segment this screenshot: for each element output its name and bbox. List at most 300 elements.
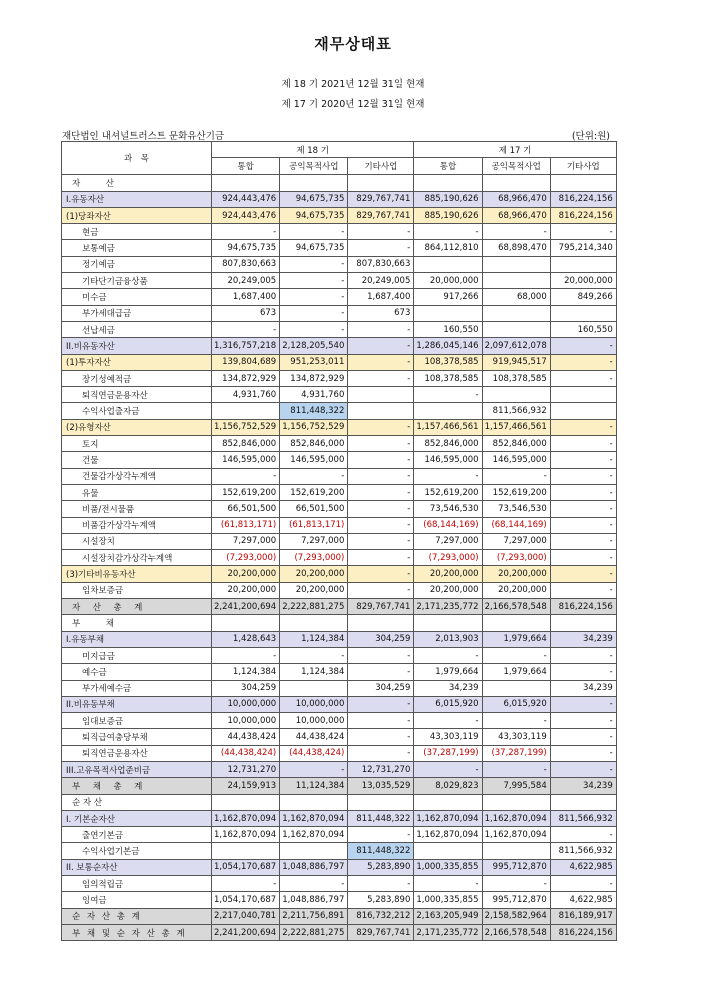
table-row [62, 484, 617, 500]
amount-cell: - [212, 468, 280, 484]
table-row [62, 729, 617, 745]
amount-cell: 1,000,335,855 [414, 892, 482, 908]
table-row [62, 647, 617, 663]
amount-cell: - [550, 876, 616, 892]
table-row [62, 468, 617, 484]
account-label: (1)당좌자산 [62, 207, 212, 223]
col-header: 기타사업 [550, 158, 616, 175]
amount-cell: 10,000,000 [212, 713, 280, 729]
amount-cell: 34,239 [550, 778, 616, 794]
table-row [62, 761, 617, 777]
amount-cell: - [550, 224, 616, 240]
amount-cell: - [348, 436, 414, 452]
amount-cell: 1,054,170,687 [212, 892, 280, 908]
amount-cell: - [348, 876, 414, 892]
amount-cell: - [550, 566, 616, 582]
amount-cell: - [550, 827, 616, 843]
account-label: 유물 [62, 484, 212, 500]
amount-cell: 43,303,119 [414, 729, 482, 745]
amount-cell: 4,931,760 [280, 387, 348, 403]
amount-cell: 885,190,626 [414, 191, 482, 207]
account-header: 과 목 [62, 142, 212, 175]
amount-cell: 1,124,384 [280, 664, 348, 680]
amount-cell: - [550, 550, 616, 566]
amount-cell: 829,767,741 [348, 924, 414, 940]
amount-cell: (61,813,171) [212, 517, 280, 533]
table-row [62, 810, 617, 826]
amount-cell: - [348, 517, 414, 533]
amount-cell [550, 794, 616, 810]
amount-cell: - [414, 224, 482, 240]
amount-cell: (7,293,000) [280, 550, 348, 566]
account-label: 선납세금 [62, 321, 212, 337]
amount-cell: 2,163,205,949 [414, 908, 482, 924]
amount-cell: 2,217,040,781 [212, 908, 280, 924]
amount-cell: 1,979,664 [414, 664, 482, 680]
table-row [62, 501, 617, 517]
table-row [62, 224, 617, 240]
table-row [62, 387, 617, 403]
amount-cell: (44,438,424) [212, 745, 280, 761]
table-row [62, 566, 617, 582]
amount-cell: 7,297,000 [482, 533, 550, 549]
col-header: 공익목적사업 [482, 158, 550, 175]
account-label: 토지 [62, 436, 212, 452]
amount-cell: - [550, 517, 616, 533]
amount-cell [280, 843, 348, 859]
amount-cell: 68,000 [482, 289, 550, 305]
table-row [62, 713, 617, 729]
amount-cell: 20,200,000 [482, 566, 550, 582]
amount-cell: 4,622,985 [550, 892, 616, 908]
amount-cell [482, 175, 550, 191]
amount-cell: 2,128,205,540 [280, 338, 348, 354]
amount-cell: 2,097,612,078 [482, 338, 550, 354]
amount-cell: 2,013,903 [414, 631, 482, 647]
amount-cell: 20,200,000 [212, 566, 280, 582]
table-row [62, 794, 617, 810]
account-label: 부 채 [62, 615, 212, 631]
amount-cell: 811,566,932 [482, 403, 550, 419]
account-label: 장기성예적금 [62, 370, 212, 386]
account-label: 임차보증금 [62, 582, 212, 598]
amount-cell: 13,035,529 [348, 778, 414, 794]
account-label: 비품감가상각누계액 [62, 517, 212, 533]
amount-cell: - [348, 501, 414, 517]
amount-cell: 160,550 [414, 321, 482, 337]
amount-cell: (68,144,169) [414, 517, 482, 533]
amount-cell [482, 794, 550, 810]
amount-cell: - [550, 484, 616, 500]
table-row [62, 419, 617, 435]
amount-cell: 152,619,200 [280, 484, 348, 500]
amount-cell: - [280, 321, 348, 337]
amount-cell: 20,249,005 [348, 273, 414, 289]
amount-cell: - [482, 761, 550, 777]
amount-cell: 34,239 [414, 680, 482, 696]
amount-cell: 94,675,735 [280, 191, 348, 207]
account-label: 자 산 총 계 [62, 599, 212, 615]
amount-cell: 1,156,752,529 [280, 419, 348, 435]
amount-cell: 829,767,741 [348, 599, 414, 615]
amount-cell: 807,830,663 [348, 256, 414, 272]
amount-cell: 68,966,470 [482, 191, 550, 207]
account-label: 건물감가상각누계액 [62, 468, 212, 484]
amount-cell: 12,731,270 [348, 761, 414, 777]
account-label: II.비유동부채 [62, 696, 212, 712]
amount-cell: 304,259 [212, 680, 280, 696]
table-row [62, 924, 617, 940]
account-label: 건물 [62, 452, 212, 468]
amount-cell: 20,200,000 [212, 582, 280, 598]
period18-header: 제 18 기 [212, 142, 414, 158]
amount-cell: 1,156,752,529 [212, 419, 280, 435]
amount-cell: - [414, 876, 482, 892]
amount-cell: 1,162,870,094 [414, 827, 482, 843]
amount-cell [212, 843, 280, 859]
amount-cell: - [348, 419, 414, 435]
col-header: 통합 [414, 158, 482, 175]
amount-cell: 94,675,735 [280, 240, 348, 256]
amount-cell: - [348, 321, 414, 337]
amount-cell: 852,846,000 [414, 436, 482, 452]
amount-cell: 44,438,424 [280, 729, 348, 745]
amount-cell: 1,316,757,218 [212, 338, 280, 354]
table-row [62, 843, 617, 859]
document-title: 재무상태표 [314, 35, 392, 53]
amount-cell: 1,048,886,797 [280, 859, 348, 875]
account-label: (2)유형자산 [62, 419, 212, 435]
account-label: 임의적립금 [62, 876, 212, 892]
amount-cell: 795,214,340 [550, 240, 616, 256]
amount-cell: - [482, 713, 550, 729]
amount-cell [414, 403, 482, 419]
amount-cell: - [280, 289, 348, 305]
amount-cell: 7,297,000 [280, 533, 348, 549]
amount-cell: 34,239 [550, 631, 616, 647]
amount-cell: 146,595,000 [280, 452, 348, 468]
amount-cell [550, 256, 616, 272]
amount-cell: - [414, 761, 482, 777]
amount-cell: 1,124,384 [280, 631, 348, 647]
amount-cell: 10,000,000 [280, 696, 348, 712]
amount-cell: - [348, 647, 414, 663]
account-label: 시설장치감가상각누계액 [62, 550, 212, 566]
amount-cell: 146,595,000 [414, 452, 482, 468]
amount-cell: 10,000,000 [280, 713, 348, 729]
amount-cell [550, 387, 616, 403]
amount-cell: - [414, 468, 482, 484]
amount-cell: - [348, 550, 414, 566]
amount-cell: 816,224,156 [550, 924, 616, 940]
amount-cell: 20,200,000 [414, 566, 482, 582]
table-row [62, 240, 617, 256]
account-label: (1)투자자산 [62, 354, 212, 370]
amount-cell: 134,872,929 [212, 370, 280, 386]
amount-cell: 6,015,920 [414, 696, 482, 712]
amount-cell [550, 305, 616, 321]
account-label: 부 채 총 계 [62, 778, 212, 794]
account-label: 순 자 산 총 계 [62, 908, 212, 924]
table-row [62, 191, 617, 207]
amount-cell: 1,157,466,561 [482, 419, 550, 435]
amount-cell: - [280, 273, 348, 289]
amount-cell: 1,048,886,797 [280, 892, 348, 908]
amount-cell: 1,162,870,094 [212, 810, 280, 826]
amount-cell: - [550, 713, 616, 729]
amount-cell: 146,595,000 [212, 452, 280, 468]
amount-cell: 951,253,011 [280, 354, 348, 370]
table-row [62, 207, 617, 223]
amount-cell: - [280, 256, 348, 272]
amount-cell: - [550, 745, 616, 761]
amount-cell: 995,712,870 [482, 859, 550, 875]
amount-cell: - [348, 533, 414, 549]
account-label: I. 기본순자산 [62, 810, 212, 826]
account-label: 예수금 [62, 664, 212, 680]
account-label: 순 자 산 [62, 794, 212, 810]
amount-cell: - [550, 696, 616, 712]
amount-cell: - [348, 566, 414, 582]
period-prior: 제 17 기 2020년 12월 31일 현재 [281, 99, 425, 110]
amount-cell [280, 175, 348, 191]
amount-cell: 816,732,212 [348, 908, 414, 924]
amount-cell: 673 [348, 305, 414, 321]
amount-cell: 673 [212, 305, 280, 321]
amount-cell: 20,249,005 [212, 273, 280, 289]
organization-name: 재단법인 내셔널트러스트 문화유산기금 [62, 131, 225, 142]
unit-label: (단위:원) [571, 131, 610, 142]
amount-cell: - [348, 745, 414, 761]
amount-cell: - [280, 876, 348, 892]
amount-cell: - [550, 354, 616, 370]
amount-cell: - [348, 484, 414, 500]
amount-cell: 1,162,870,094 [414, 810, 482, 826]
amount-cell: - [348, 696, 414, 712]
amount-cell: - [550, 338, 616, 354]
table-row [62, 273, 617, 289]
amount-cell: - [348, 827, 414, 843]
amount-cell: 852,846,000 [280, 436, 348, 452]
amount-cell: 816,224,156 [550, 599, 616, 615]
amount-cell: 995,712,870 [482, 892, 550, 908]
amount-cell: (7,293,000) [482, 550, 550, 566]
amount-cell: (37,287,199) [414, 745, 482, 761]
table-row [62, 175, 617, 191]
account-label: 퇴직연금운용자산 [62, 387, 212, 403]
amount-cell: (68,144,169) [482, 517, 550, 533]
amount-cell: 852,846,000 [212, 436, 280, 452]
amount-cell: 7,297,000 [414, 533, 482, 549]
table-row [62, 582, 617, 598]
amount-cell [348, 387, 414, 403]
amount-cell: 829,767,741 [348, 207, 414, 223]
account-label: 정기예금 [62, 256, 212, 272]
amount-cell: - [348, 224, 414, 240]
amount-cell: 849,266 [550, 289, 616, 305]
account-label: 기타단기금융상품 [62, 273, 212, 289]
amount-cell: - [348, 240, 414, 256]
amount-cell: (7,293,000) [212, 550, 280, 566]
amount-cell: 5,283,890 [348, 859, 414, 875]
amount-cell: 1,162,870,094 [280, 827, 348, 843]
table-row [62, 827, 617, 843]
amount-cell [414, 175, 482, 191]
amount-cell: 94,675,735 [212, 240, 280, 256]
amount-cell [280, 794, 348, 810]
table-row [62, 615, 617, 631]
table-row [62, 778, 617, 794]
amount-cell: 917,266 [414, 289, 482, 305]
amount-cell: 2,166,578,548 [482, 924, 550, 940]
account-label: 임대보증금 [62, 713, 212, 729]
amount-cell [348, 615, 414, 631]
amount-cell: 146,595,000 [482, 452, 550, 468]
account-label: 미수금 [62, 289, 212, 305]
amount-cell: 152,619,200 [482, 484, 550, 500]
table-row [62, 256, 617, 272]
amount-cell: 4,931,760 [212, 387, 280, 403]
amount-cell: 139,804,689 [212, 354, 280, 370]
amount-cell: 2,222,881,275 [280, 599, 348, 615]
amount-cell: - [482, 876, 550, 892]
amount-cell: - [212, 647, 280, 663]
balance-sheet-table [61, 141, 617, 941]
amount-cell: 66,501,500 [280, 501, 348, 517]
amount-cell: - [482, 224, 550, 240]
table-row [62, 908, 617, 924]
amount-cell [414, 256, 482, 272]
amount-cell: 10,000,000 [212, 696, 280, 712]
amount-cell: 2,158,582,964 [482, 908, 550, 924]
account-label: 퇴직급여충당부채 [62, 729, 212, 745]
amount-cell [550, 403, 616, 419]
amount-cell: - [414, 647, 482, 663]
amount-cell: 11,124,384 [280, 778, 348, 794]
table-row [62, 599, 617, 615]
table-row [62, 452, 617, 468]
table-row [62, 550, 617, 566]
amount-cell: 852,846,000 [482, 436, 550, 452]
period-current: 제 18 기 2021년 12월 31일 현재 [281, 79, 425, 90]
amount-cell: 304,259 [348, 631, 414, 647]
amount-cell: 160,550 [550, 321, 616, 337]
account-label: 잉여금 [62, 892, 212, 908]
amount-cell: (37,287,199) [482, 745, 550, 761]
amount-cell: 108,378,585 [482, 370, 550, 386]
amount-cell: 1,286,045,146 [414, 338, 482, 354]
amount-cell: 66,501,500 [212, 501, 280, 517]
amount-cell [212, 794, 280, 810]
amount-cell: 811,566,932 [550, 810, 616, 826]
amount-cell [280, 615, 348, 631]
table-row [62, 403, 617, 419]
amount-cell: 1,687,400 [212, 289, 280, 305]
amount-cell: - [348, 468, 414, 484]
amount-cell: 73,546,530 [414, 501, 482, 517]
amount-cell: 2,171,235,772 [414, 924, 482, 940]
amount-cell [212, 403, 280, 419]
table-row [62, 289, 617, 305]
amount-cell: 4,622,985 [550, 859, 616, 875]
amount-cell: - [550, 370, 616, 386]
amount-cell: 2,241,200,694 [212, 924, 280, 940]
account-label: 수익사업출자금 [62, 403, 212, 419]
table-row [62, 517, 617, 533]
amount-cell: 2,222,881,275 [280, 924, 348, 940]
account-label: 수익사업기본금 [62, 843, 212, 859]
amount-cell: 1,428,643 [212, 631, 280, 647]
amount-cell: 924,443,476 [212, 191, 280, 207]
amount-cell: 1,162,870,094 [280, 810, 348, 826]
amount-cell: 94,675,735 [280, 207, 348, 223]
amount-cell: 20,200,000 [280, 582, 348, 598]
table-row [62, 680, 617, 696]
table-row [62, 876, 617, 892]
amount-cell [482, 256, 550, 272]
amount-cell: 73,546,530 [482, 501, 550, 517]
account-label: (3)기타비유동자산 [62, 566, 212, 582]
amount-cell: 34,239 [550, 680, 616, 696]
account-label: 미지급금 [62, 647, 212, 663]
amount-cell: - [348, 729, 414, 745]
amount-cell: 2,241,200,694 [212, 599, 280, 615]
amount-cell [482, 305, 550, 321]
amount-cell: - [348, 582, 414, 598]
amount-cell: 8,029,823 [414, 778, 482, 794]
account-label: 퇴직연금운용자산 [62, 745, 212, 761]
amount-cell: - [348, 354, 414, 370]
amount-cell: 108,378,585 [414, 354, 482, 370]
amount-cell: - [280, 305, 348, 321]
amount-cell: 807,830,663 [212, 256, 280, 272]
account-label: 출연기본금 [62, 827, 212, 843]
amount-cell: 885,190,626 [414, 207, 482, 223]
amount-cell [348, 175, 414, 191]
amount-cell: - [348, 664, 414, 680]
amount-cell: - [550, 761, 616, 777]
account-label: 부가세예수금 [62, 680, 212, 696]
amount-cell: - [348, 338, 414, 354]
amount-cell: 1,162,870,094 [212, 827, 280, 843]
amount-cell [414, 794, 482, 810]
account-label: I.유동자산 [62, 191, 212, 207]
amount-cell: 20,200,000 [280, 566, 348, 582]
period17-header: 제 17 기 [414, 142, 616, 158]
amount-cell: 1,979,664 [482, 631, 550, 647]
amount-cell: (44,438,424) [280, 745, 348, 761]
amount-cell: 7,995,584 [482, 778, 550, 794]
amount-cell: (7,293,000) [414, 550, 482, 566]
col-header: 통합 [212, 158, 280, 175]
amount-cell: 24,159,913 [212, 778, 280, 794]
amount-cell [482, 387, 550, 403]
amount-cell: - [550, 501, 616, 517]
table-row [62, 436, 617, 452]
amount-cell: - [482, 647, 550, 663]
amount-cell [482, 273, 550, 289]
amount-cell: 20,000,000 [550, 273, 616, 289]
amount-cell: 20,200,000 [482, 582, 550, 598]
amount-cell [212, 175, 280, 191]
table-row [62, 664, 617, 680]
amount-cell: 816,224,156 [550, 207, 616, 223]
header-row-periods [62, 142, 617, 158]
amount-cell: - [550, 729, 616, 745]
table-row [62, 892, 617, 908]
amount-cell [414, 843, 482, 859]
account-label: II.비유동자산 [62, 338, 212, 354]
